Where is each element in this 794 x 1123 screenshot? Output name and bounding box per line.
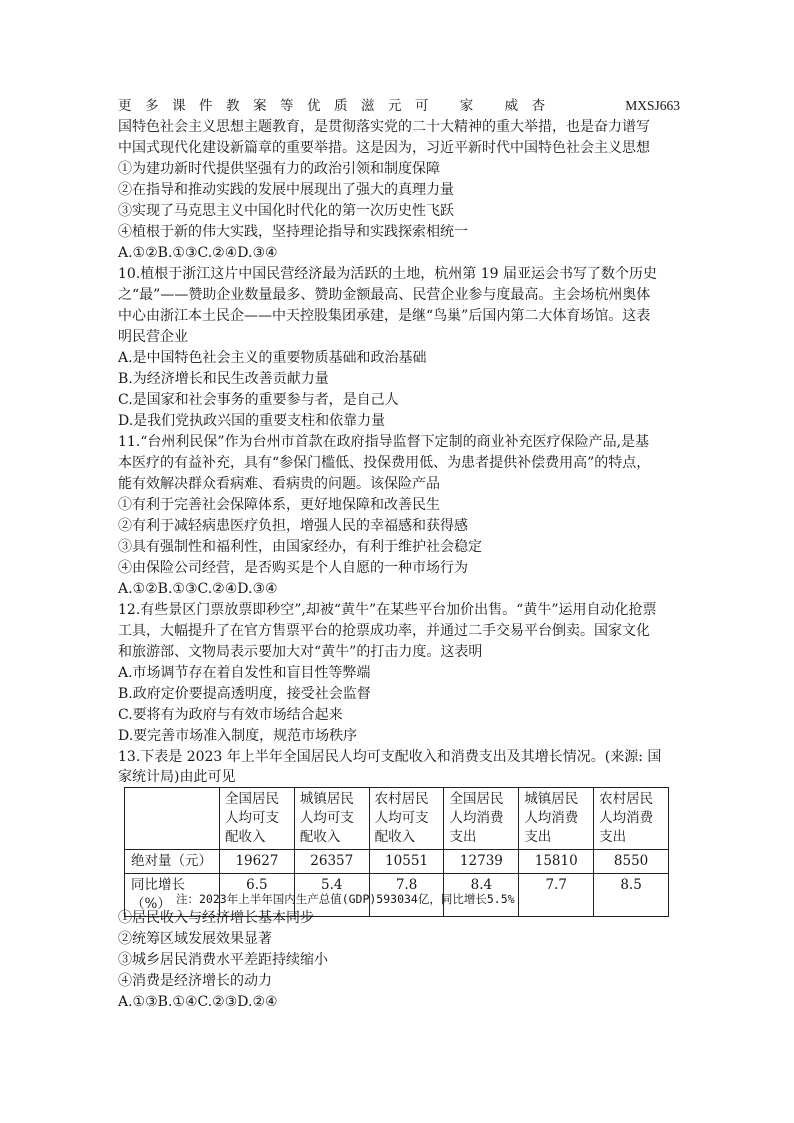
table-cell: 7.8 [369,874,444,917]
text-line: ①有利于完善社会保障体系，更好地保障和改善民生 [118,497,440,513]
table-column-header: 农村居民 人均消费 支出 [594,788,669,850]
table-cell: 6.5 [220,874,295,917]
answer-options: A.①②B.①③C.②④D.③④ [118,581,278,597]
answer-option: B.为经济增长和民生改善贡献力量 [118,371,329,387]
table-cell: 5.4 [294,874,369,917]
table-row-label: 绝对量（元） [125,850,220,874]
text-line: 本医疗的有益补充，具有“参保门槛低、投保费用低、为患者提供补偿费用高”的特点， [118,455,651,471]
text-line: ③实现了马克思主义中国化时代化的第一次历史性飞跃 [118,203,454,219]
text-line: 明民营企业 [118,329,188,345]
answer-option: A.市场调节存在着自发性和盲目性等弊端 [118,665,371,681]
statement-option: ③城乡居民消费水平差距持续缩小 [118,952,328,968]
answer-option: C.是国家和社会事务的重要参与者，是自己人 [118,392,399,408]
answer-options: A.①③B.①④C.②③D.②④ [118,994,278,1010]
text-line: ③具有强制性和福利性，由国家经办，有利于维护社会稳定 [118,539,482,555]
table-cell: 7.7 [519,874,594,917]
header-code: MXSJ663 [625,98,680,113]
table-row [125,850,669,874]
table-cell: 8550 [594,850,669,874]
table-cell: 19627 [220,850,295,874]
page-header [118,96,680,116]
text-line: 11.“台州利民保”作为台州市首款在政府指导监督下定制的商业补充医疗保险产品,是基 [118,434,650,450]
table-column-header: 城镇居民 人均可支 配收入 [294,788,369,850]
text-line: ②在指导和推动实践的发展中展现出了强大的真理力量 [118,182,454,198]
text-line: 家统计局)由此可见 [118,769,236,785]
answer-option: D.要完善市场准入制度，规范市场秩序 [118,728,358,744]
table-column-header: 全国居民 人均消费 支出 [444,788,519,850]
table-row-label: 同比增长（%） [125,874,220,917]
text-line: 中心由浙江本土民企——中天控股集团承建，是继“鸟巢”后国内第二大体育场馆。这表 [118,308,651,324]
table-cell: 15810 [519,850,594,874]
table-column-header: 全国居民 人均可支 配收入 [220,788,295,850]
answer-option: B.政府定价要提高透明度，接受社会监督 [118,686,371,702]
answer-option: D.是我们党执政兴国的重要支柱和依靠力量 [118,413,386,429]
answer-option: C.要将有为政府与有效市场结合起来 [118,707,343,723]
text-line: ②有利于减轻病患医疗负担，增强人民的幸福感和获得感 [118,518,468,534]
table-column-header: 农村居民 人均可支 配收入 [369,788,444,850]
statement-option: ①居民收入与经济增长基本同步 [118,910,314,926]
table-cell: 10551 [369,850,444,874]
text-line: 和旅游部、文物局表示要加大对“黄牛”的打击力度。这表明 [118,644,483,660]
answer-options: A.①②B.①③C.②④D.③④ [118,245,278,261]
table-column-header: 城镇居民 人均消费 支出 [519,788,594,850]
header-slogan: 更多课件教案等优质滋元可 家 威杏 [118,98,559,114]
text-line: 13.下表是 2023 年上半年全国居民人均可支配收入和消费支出及其增长情况。(来源: 国 [118,749,662,765]
table-corner-cell [125,788,220,850]
table-cell: 8.5 [594,874,669,917]
table-cell: 8.4 [444,874,519,917]
text-line: 中国式现代化建设新篇章的重要举措。这是因为，习近平新时代中国特色社会主义思想 [118,140,650,156]
text-line: 12.有些景区门票放票即秒空”,却被“黄牛”在某些平台加价出售。“黄牛”运用自动化抢票 [118,602,657,618]
answer-option: A.是中国特色社会主义的重要物质基础和政治基础 [118,350,427,366]
text-line: 国特色社会主义思想主题教育，是贯彻落实党的二十大精神的重大举措，也是奋力谱写 [118,119,650,135]
table-note: 注：2023年上半年国内生产总值(GDP)593034亿，同比增长5.5% [176,892,515,906]
table-cell: 26357 [294,850,369,874]
table-cell: 12739 [444,850,519,874]
statement-option: ②统筹区域发展效果显著 [118,931,272,947]
text-line: 工具，大幅提升了在官方售票平台的抢票成功率，并通过二手交易平台倒卖。国家文化 [118,623,650,639]
table-header-row [125,788,669,850]
text-line: 10.植根于浙江这片中国民营经济最为活跃的土地，杭州第 19 届亚运会书写了数个历史 [118,266,657,282]
text-line: ①为建功新时代提供坚强有力的政治引领和制度保障 [118,161,440,177]
text-line: ④植根于新的伟大实践，坚持理论指导和实践探索相统一 [118,224,468,240]
text-line: 之“最”——赞助企业数量最多、赞助金额最高、民营企业参与度最高。主会场杭州奥体 [118,287,651,303]
text-line: 能有效解决群众看病难、看病贵的问题。该保险产品 [118,476,440,492]
text-line: ④由保险公司经营，是否购买是个人自愿的一种市场行为 [118,560,468,576]
statement-option: ④消费是经济增长的动力 [118,973,272,989]
